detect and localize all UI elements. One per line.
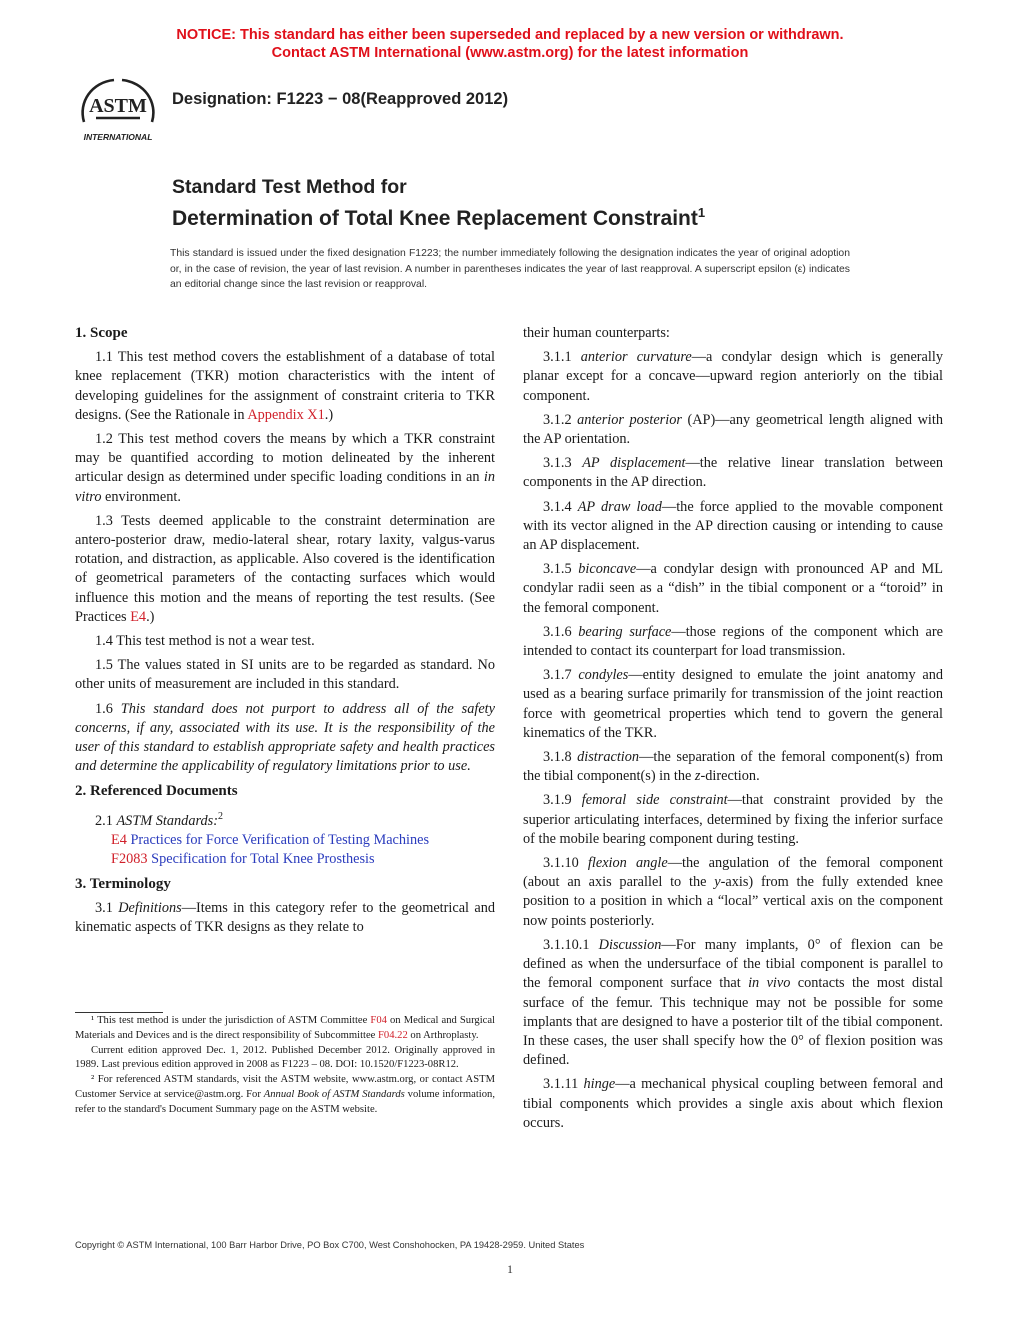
- def-3-1-3-text: —the relative linear translation between components in the AP direction.: [523, 455, 944, 491]
- footnote-1-text-b: on Medical and Surgical Materials and Devices and is the direct responsibility of Subcommittee: [75, 1015, 495, 1041]
- astm-standards-label: ASTM Standards:: [116, 812, 218, 829]
- para-1-6-text: This standard does not purport to address all of the safety concerns, if any, associated with its use. It is the responsibility of the user of this standard to establish appropriate safety and health practices and determine the applicability of regulatory limitations prior to use.: [75, 700, 495, 775]
- def-3-1-11-number: 3.1.11: [543, 1076, 584, 1093]
- def-3-1-9: [523, 791, 943, 849]
- def-3-1-9-term: femoral side constraint: [581, 792, 728, 809]
- def-3-1-7-text: —entity designed to emulate the joint anatomy and used as a bearing surface primarily for transmission of the joint reaction force with geometrical properties which tend to govern the general kinematics of the TKR.: [523, 667, 944, 741]
- para-1-6: [75, 700, 495, 777]
- para-1-4: 1.4 This test method is not a wear test.: [95, 633, 315, 650]
- def-3-1-8: [523, 748, 943, 786]
- appendix-x1-link[interactable]: Appendix X1: [247, 406, 325, 423]
- reference-e4-code[interactable]: E4: [111, 831, 127, 848]
- terminology-heading: 3. Terminology: [75, 876, 171, 893]
- def-3-1-10-text: —the angulation of the femoral component (about an axis parallel to the: [523, 855, 943, 891]
- logo-mark-text: ASTM: [89, 95, 147, 117]
- def-3-1-10-1-term: Discussion: [598, 936, 662, 953]
- def-3-1-1-number: 3.1.1: [543, 349, 581, 366]
- footnotes: [75, 1014, 495, 1118]
- def-3-1-7-number: 3.1.7: [543, 667, 579, 684]
- def-3-1-8-term: distraction: [577, 749, 640, 766]
- footnote-rule: [75, 1012, 163, 1013]
- footnote-2: [75, 1073, 495, 1117]
- def-3-1-10: [523, 854, 943, 931]
- def-3-1-2-text: (AP)—any geometrical length aligned with the AP orientation.: [523, 411, 943, 448]
- def-3-1-5-number: 3.1.5: [543, 561, 579, 578]
- para-3-1-text: —Items in this category refer to the geometrical and kinematic aspects of TKR designs as they relate to: [75, 900, 495, 936]
- para-2-1-number: 2.1: [95, 812, 117, 829]
- def-3-1-7: [523, 666, 943, 743]
- footnote-2-text-a: ² For referenced ASTM standards, visit the ASTM website, www.astm.org, or contact ASTM Customer Service at service@astm.org. For: [75, 1074, 495, 1100]
- def-3-1-4: [523, 498, 943, 556]
- def-3-1-4-number: 3.1.4: [543, 498, 578, 515]
- def-3-1-2-term: anterior posterior: [577, 411, 682, 428]
- def-3-1-5-text: —a condylar design with pronounced AP and ML condylar radii seen as a “dish” in the tibial component or a “toroid” in the femoral component.: [523, 561, 943, 616]
- def-3-1-10-term: flexion angle: [587, 855, 668, 872]
- para-1-3: [75, 512, 495, 627]
- page-number: 1: [507, 1262, 513, 1276]
- y-axis-symbol: y: [714, 874, 721, 891]
- para-1-2-end: environment.: [101, 488, 181, 505]
- def-3-1-8-text: —the separation of the femoral component(s) from the tibial component(s) in the: [523, 749, 943, 785]
- def-3-1-6: [523, 623, 943, 661]
- reference-e4[interactable]: [75, 831, 495, 850]
- def-3-1-10-1-end: contacts the most distal surface of the femur. This technique may not be possible for some implants that are designed to have a posterior tilt of the tibial component. In these cases, the user shall specify how the 0° of flexion position was defined.: [523, 975, 943, 1069]
- reference-e4-title[interactable]: Practices for Force Verification of Testing Machines: [126, 831, 430, 848]
- para-1-2-text: 1.2 This test method covers the means by which a TKR constraint may be quantified according to motion delineated by the inherent articular design as determined under specific loading conditions in an: [75, 431, 495, 486]
- continuation-text: their human counterparts:: [523, 325, 670, 341]
- para-1-1: [75, 348, 495, 425]
- left-column: [75, 324, 495, 943]
- para-1-1-end: .): [324, 406, 334, 423]
- def-3-1-4-term: AP draw load: [577, 498, 662, 515]
- reference-f2083-code[interactable]: F2083: [111, 850, 148, 867]
- footnote-2-text-b: volume information, refer to the standard's Document Summary page on the ASTM website.: [75, 1088, 495, 1115]
- def-3-1-6-text: —those regions of the component which are intended to contact its counterpart for load transmission.: [523, 623, 943, 660]
- footnote-1: [75, 1014, 495, 1044]
- def-3-1-7-term: condyles: [578, 667, 629, 684]
- def-3-1-6-term: bearing surface: [578, 623, 672, 640]
- definitions-term: Definitions: [118, 900, 182, 917]
- def-3-1-2: [523, 411, 943, 449]
- para-1-1-text: 1.1 This test method covers the establishment of a database of total knee replacement (TKR) motion characteristics with the intent of developing guidelines for the assignment of constraint criteria to TKR designs. (See the Rationale in: [75, 349, 495, 423]
- scope-heading: 1. Scope: [75, 325, 128, 341]
- referenced-documents-heading: 2. Referenced Documents: [75, 783, 238, 800]
- notice-line-2: Contact ASTM International (www.astm.org) for the latest information: [271, 45, 749, 61]
- def-3-1-11-text: —a mechanical physical coupling between femoral and tibial components which provides a single axis about which flexion occurs.: [523, 1076, 943, 1131]
- def-3-1-10-number: 3.1.10: [543, 855, 588, 872]
- para-1-3-end: .): [146, 608, 155, 625]
- def-3-1-10-1-number: 3.1.10.1: [543, 936, 599, 953]
- def-3-1-1-term: anterior curvature: [580, 349, 692, 366]
- para-2-1: [75, 807, 495, 831]
- para-1-3-text: 1.3 Tests deemed applicable to the constraint determination are antero-posterior draw, medio-lateral shear, rotary laxity, valgus-varus rotation, and distraction, as applicable. Also covered is the identification of geometrical parameters of the contacting surfaces which would influence this motion and the means of reporting the test results. (See Practices: [75, 512, 495, 625]
- para-1-6-number: 1.6: [95, 700, 121, 717]
- title-line-1: Standard Test Method for: [172, 176, 407, 198]
- def-3-1-2-number: 3.1.2: [543, 411, 578, 428]
- def-3-1-10-end: -axis) from the fully extended knee position to a position in which a “local” vertical axis on the component now points posteriorly.: [523, 874, 943, 929]
- def-3-1-3-number: 3.1.3: [543, 455, 583, 472]
- para-1-5: 1.5 The values stated in SI units are to be regarded as standard. No other units of measurement are included in this standard.: [75, 657, 495, 693]
- def-3-1-6-number: 3.1.6: [543, 623, 579, 640]
- title-footnote-mark: 1: [697, 205, 706, 220]
- def-3-1-9-text: —that constraint provided by the superior articulating interfaces, determined by fixing the inferior surface of the mobile bearing component during testing.: [523, 792, 944, 847]
- def-3-1-5-term: biconcave: [578, 561, 637, 578]
- title-line-2: [172, 200, 705, 232]
- def-3-1-1-text: —a condylar design which is generally planar except for a concave—upward region anteriorly on the tibial component.: [523, 349, 943, 404]
- def-3-1-9-number: 3.1.9: [543, 792, 582, 809]
- def-3-1-4-text: —the force applied to the movable component with its vector aligned in the AP direction causing or intending to cause an AP displacement.: [523, 498, 944, 554]
- document-title: [172, 174, 705, 232]
- def-3-1-1: [523, 348, 943, 406]
- para-3-1: [75, 899, 495, 937]
- reference-f2083[interactable]: [75, 850, 495, 869]
- def-3-1-10-1-text: —For many implants, 0° of flexion can be defined as when the undersurface of the tibial component is parallel to the femoral component surface that: [523, 936, 943, 992]
- reference-f2083-title[interactable]: Specification for Total Knee Prosthesis: [147, 850, 375, 867]
- notice-line-1: NOTICE: This standard has either been superseded and replaced by a new version or withdrawn.: [176, 27, 844, 43]
- astm-logo: [70, 72, 166, 144]
- def-3-1-8-end: -direction.: [700, 768, 760, 785]
- annual-book-title: Annual Book of ASTM Standards: [263, 1088, 405, 1100]
- in-vivo-term: in vivo: [748, 975, 791, 992]
- def-3-1-5: [523, 560, 943, 618]
- def-3-1-3-term: AP displacement: [582, 455, 686, 472]
- f04-22-link[interactable]: F04.22: [378, 1029, 408, 1041]
- logo-international-text: INTERNATIONAL: [83, 132, 153, 142]
- issued-note: This standard is issued under the fixed designation F1223; the number immediately following the designation indicates the year of original adoption or, in the case of revision, the year of last revision. A number in parentheses indicates the year of last reapproval. A superscript epsilon (ε) indicates an editorial change since the last revision or reapproval.: [170, 248, 850, 290]
- footnote-1-edition: Current edition approved Dec. 1, 2012. Published December 2012. Originally approved in 1989. Last previous edition approved in 2008 as F1223 – 08. DOI: 10.1520/F1223-08R12.: [75, 1044, 495, 1071]
- e4-link[interactable]: E4: [130, 608, 147, 625]
- def-3-1-10-1: [523, 936, 943, 1070]
- para-3-1-number: 3.1: [95, 900, 119, 917]
- copyright-line: Copyright © ASTM International, 100 Barr Harbor Drive, PO Box C700, West Conshohocken, PA 19428-2959. United States: [75, 1240, 585, 1250]
- para-1-2: [75, 430, 495, 507]
- def-3-1-8-number: 3.1.8: [543, 749, 578, 766]
- footnote-1-text-c: on Arthroplasty.: [407, 1029, 479, 1041]
- z-axis-symbol: z: [694, 768, 701, 785]
- def-3-1-11-term: hinge: [583, 1076, 616, 1093]
- def-3-1-3: [523, 454, 943, 492]
- footnote-1-text-a: ¹ This test method is under the jurisdiction of ASTM Committee: [91, 1015, 371, 1026]
- footnote-2-mark: 2: [218, 810, 223, 822]
- right-column: [523, 324, 943, 1138]
- in-vitro-term: in vitro: [75, 469, 495, 505]
- title-text: Determination of Total Knee Replacement Constraint: [172, 207, 698, 230]
- withdrawal-notice: [0, 26, 1020, 62]
- def-3-1-11: [523, 1075, 943, 1133]
- f04-link[interactable]: F04: [370, 1015, 387, 1026]
- designation: Designation: F1223 − 08(Reapproved 2012): [172, 90, 509, 108]
